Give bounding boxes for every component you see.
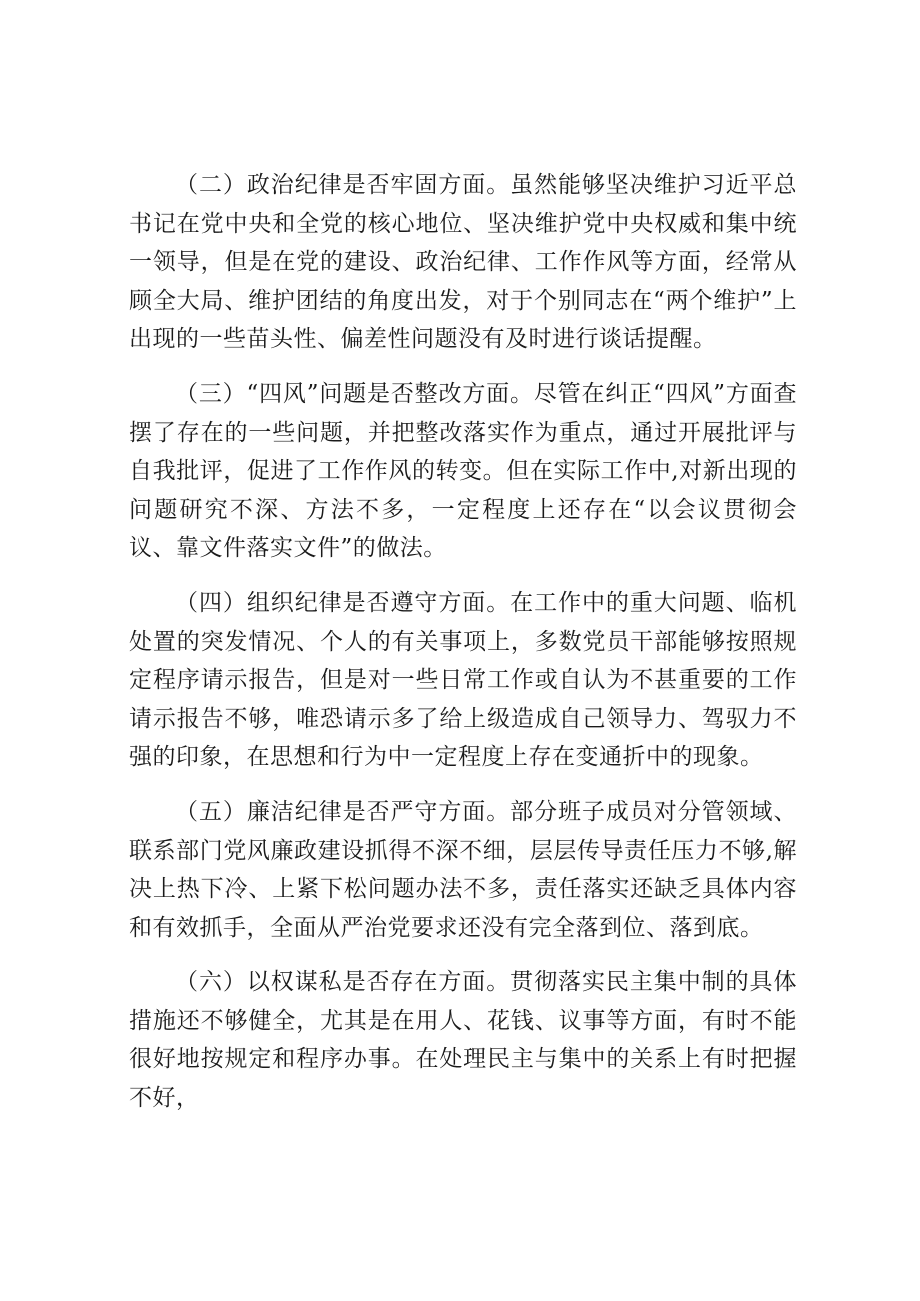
- paragraph-organizational-discipline: （四）组织纪律是否遵守方面。在工作中的重大问题、临机处置的突发情况、个人的有关事项上，多数党员干部能够按照规定程序请示报告，但是对一些日常工作或自认为不甚重要的工作请示报告不够，唯恐请示多了给上级造成自己领导力、驾驭力不强的印象，在思想和行为中一定程度上存在变通折中的现象。: [129, 589, 797, 771]
- document-body: [129, 166, 797, 1134]
- paragraph-integrity-discipline: （五）廉洁纪律是否严守方面。部分班子成员对分管领域、联系部门党风廉政建设抓得不深不细，层层传导责任压力不够,解决上热下冷、上紧下松问题办法不多，责任落实还缺乏具体内容和有效抓手，全面从严治党要求还没有完全落到位、落到底。: [129, 798, 797, 941]
- paragraph-political-discipline: （二）政治纪律是否牢固方面。虽然能够坚决维护习近平总书记在党中央和全党的核心地位、坚决维护党中央权威和集中统一领导，但是在党的建设、政治纪律、工作作风等方面，经常从顾全大局、维护团结的角度出发，对于个别同志在“两个维护”上出现的一些苗头性、偏差性问题没有及时进行谈话提醒。: [129, 172, 797, 353]
- paragraph-four-winds: （三）“四风”问题是否整改方面。尽管在纠正“四风”方面查摆了存在的一些问题，并把整改落实作为重点，通过开展批评与自我批评，促进了工作作风的转变。但在实际工作中,对新出现的问题研究不深、方法不多，一定程度上还存在“以会议贯彻会议、靠文件落实文件”的做法。: [129, 380, 797, 562]
- paragraph-abuse-of-power: （六）以权谋私是否存在方面。贯彻落实民主集中制的具体措施还不够健全，尤其是在用人、花钱、议事等方面，有时不能很好地按规定和程序办事。在处理民主与集中的关系上有时把握不好，: [129, 969, 797, 1112]
